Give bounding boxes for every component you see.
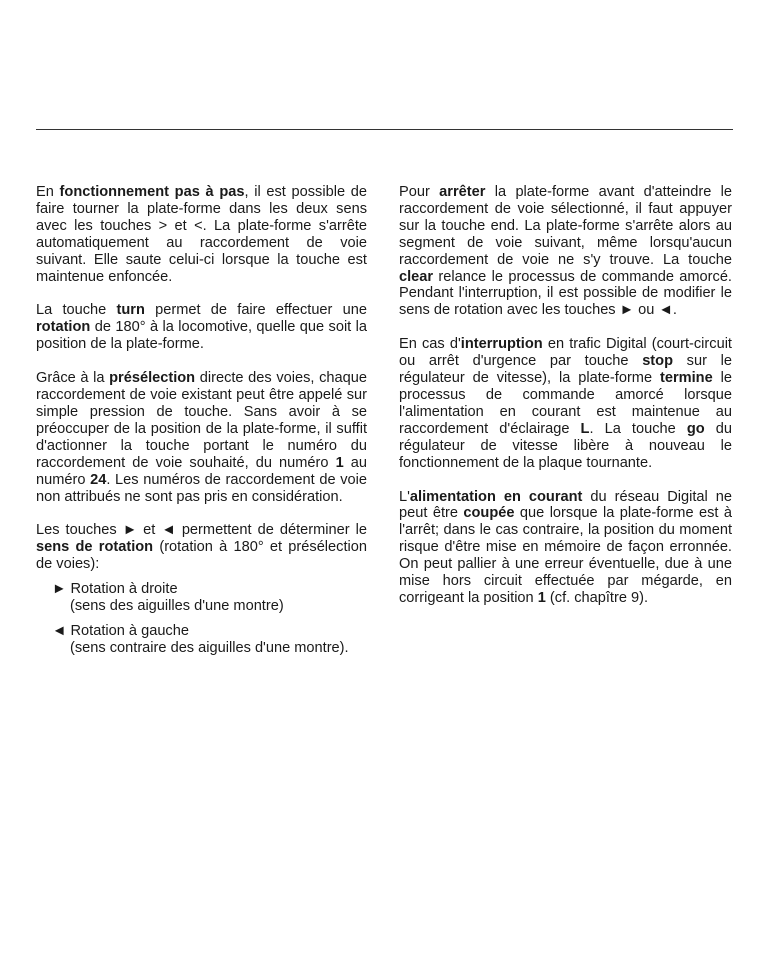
- right-column: [399, 184, 732, 624]
- left-column: [36, 184, 367, 665]
- header-rule: [36, 129, 733, 130]
- list-item-rotate-right: [52, 581, 367, 615]
- paragraph-stop: Pour arrêter la plate-forme avant d'atteindre le raccordement de voie sélectionné, il faut appuyer sur la touche end. La plate-forme s'arrête alors au segment de voie suivant, même lorsqu'aucun raccordement de voie ne s'y trouve. La touche clear relance le processus de commande amorcé. Pendant l'interruption, il est possible de modifier le sens de rotation avec les touches ► ou ◄.: [399, 184, 732, 319]
- list-item-label: ◄ Rotation à gauche: [52, 622, 189, 639]
- paragraph-turn: La touche turn permet de faire effectuer une rotation de 180° à la locomotive, quelle que soit la position de la plate-forme.: [36, 302, 367, 353]
- list-item-rotate-left: [52, 623, 367, 657]
- list-item-detail: (sens des aiguilles d'une montre): [70, 598, 284, 615]
- paragraph-preselection: Grâce à la présélection directe des voies, chaque raccordement de voie existant peut être appelé sur simple pression de touche. Sans avoir à se préoccuper de la position de la plate-forme, il suffit d'actionner la touche portant le numéro du raccordement de voie souhaité, du numéro 1 au numéro 24. Les numéros de raccordement de voie non attribués ne sont pas pris en considération.: [36, 370, 368, 505]
- paragraph-rotation-direction: Les touches ► et ◄ permettent de déterminer le sens de rotation (rotation à 180° et présélection de voies):: [36, 522, 367, 573]
- list-item-detail: (sens contraire des aiguilles d'une montre).: [70, 639, 349, 656]
- paragraph-interruption: En cas d'interruption en trafic Digital (court-circuit ou arrêt d'urgence par touche stop sur le régulateur de vitesse), la plate-forme termine le processus de commande amorcé lorsque l'alimentation en courant est maintenue au raccordement d'éclairage L. La touche go du régulateur de vitesse libère à nouveau le fonctionnement de la plaque tournante.: [399, 336, 732, 471]
- paragraph-power-supply: L'alimentation en courant du réseau Digital ne peut être coupée que lorsque la plate-forme est à l'arrêt; dans le cas contraire, la position du moment risque d'être mise en mémoire de façon erronnée. On peut pallier à une erreur éventuelle, due à une mise hors circuit effectuée par mégarde, en corrigeant la position 1 (cf. chapître 9).: [399, 488, 732, 606]
- paragraph-step-mode: En fonctionnement pas à pas, il est possible de faire tourner la plate-forme dans les deux sens avec les touches > et <. La plate-forme s'arrête automatiquement au raccordement de voie suivant. Elle saute celui-ci lorsque la touche est maintenue enfoncée.: [36, 184, 367, 285]
- list-item-label: ► Rotation à droite: [52, 581, 178, 598]
